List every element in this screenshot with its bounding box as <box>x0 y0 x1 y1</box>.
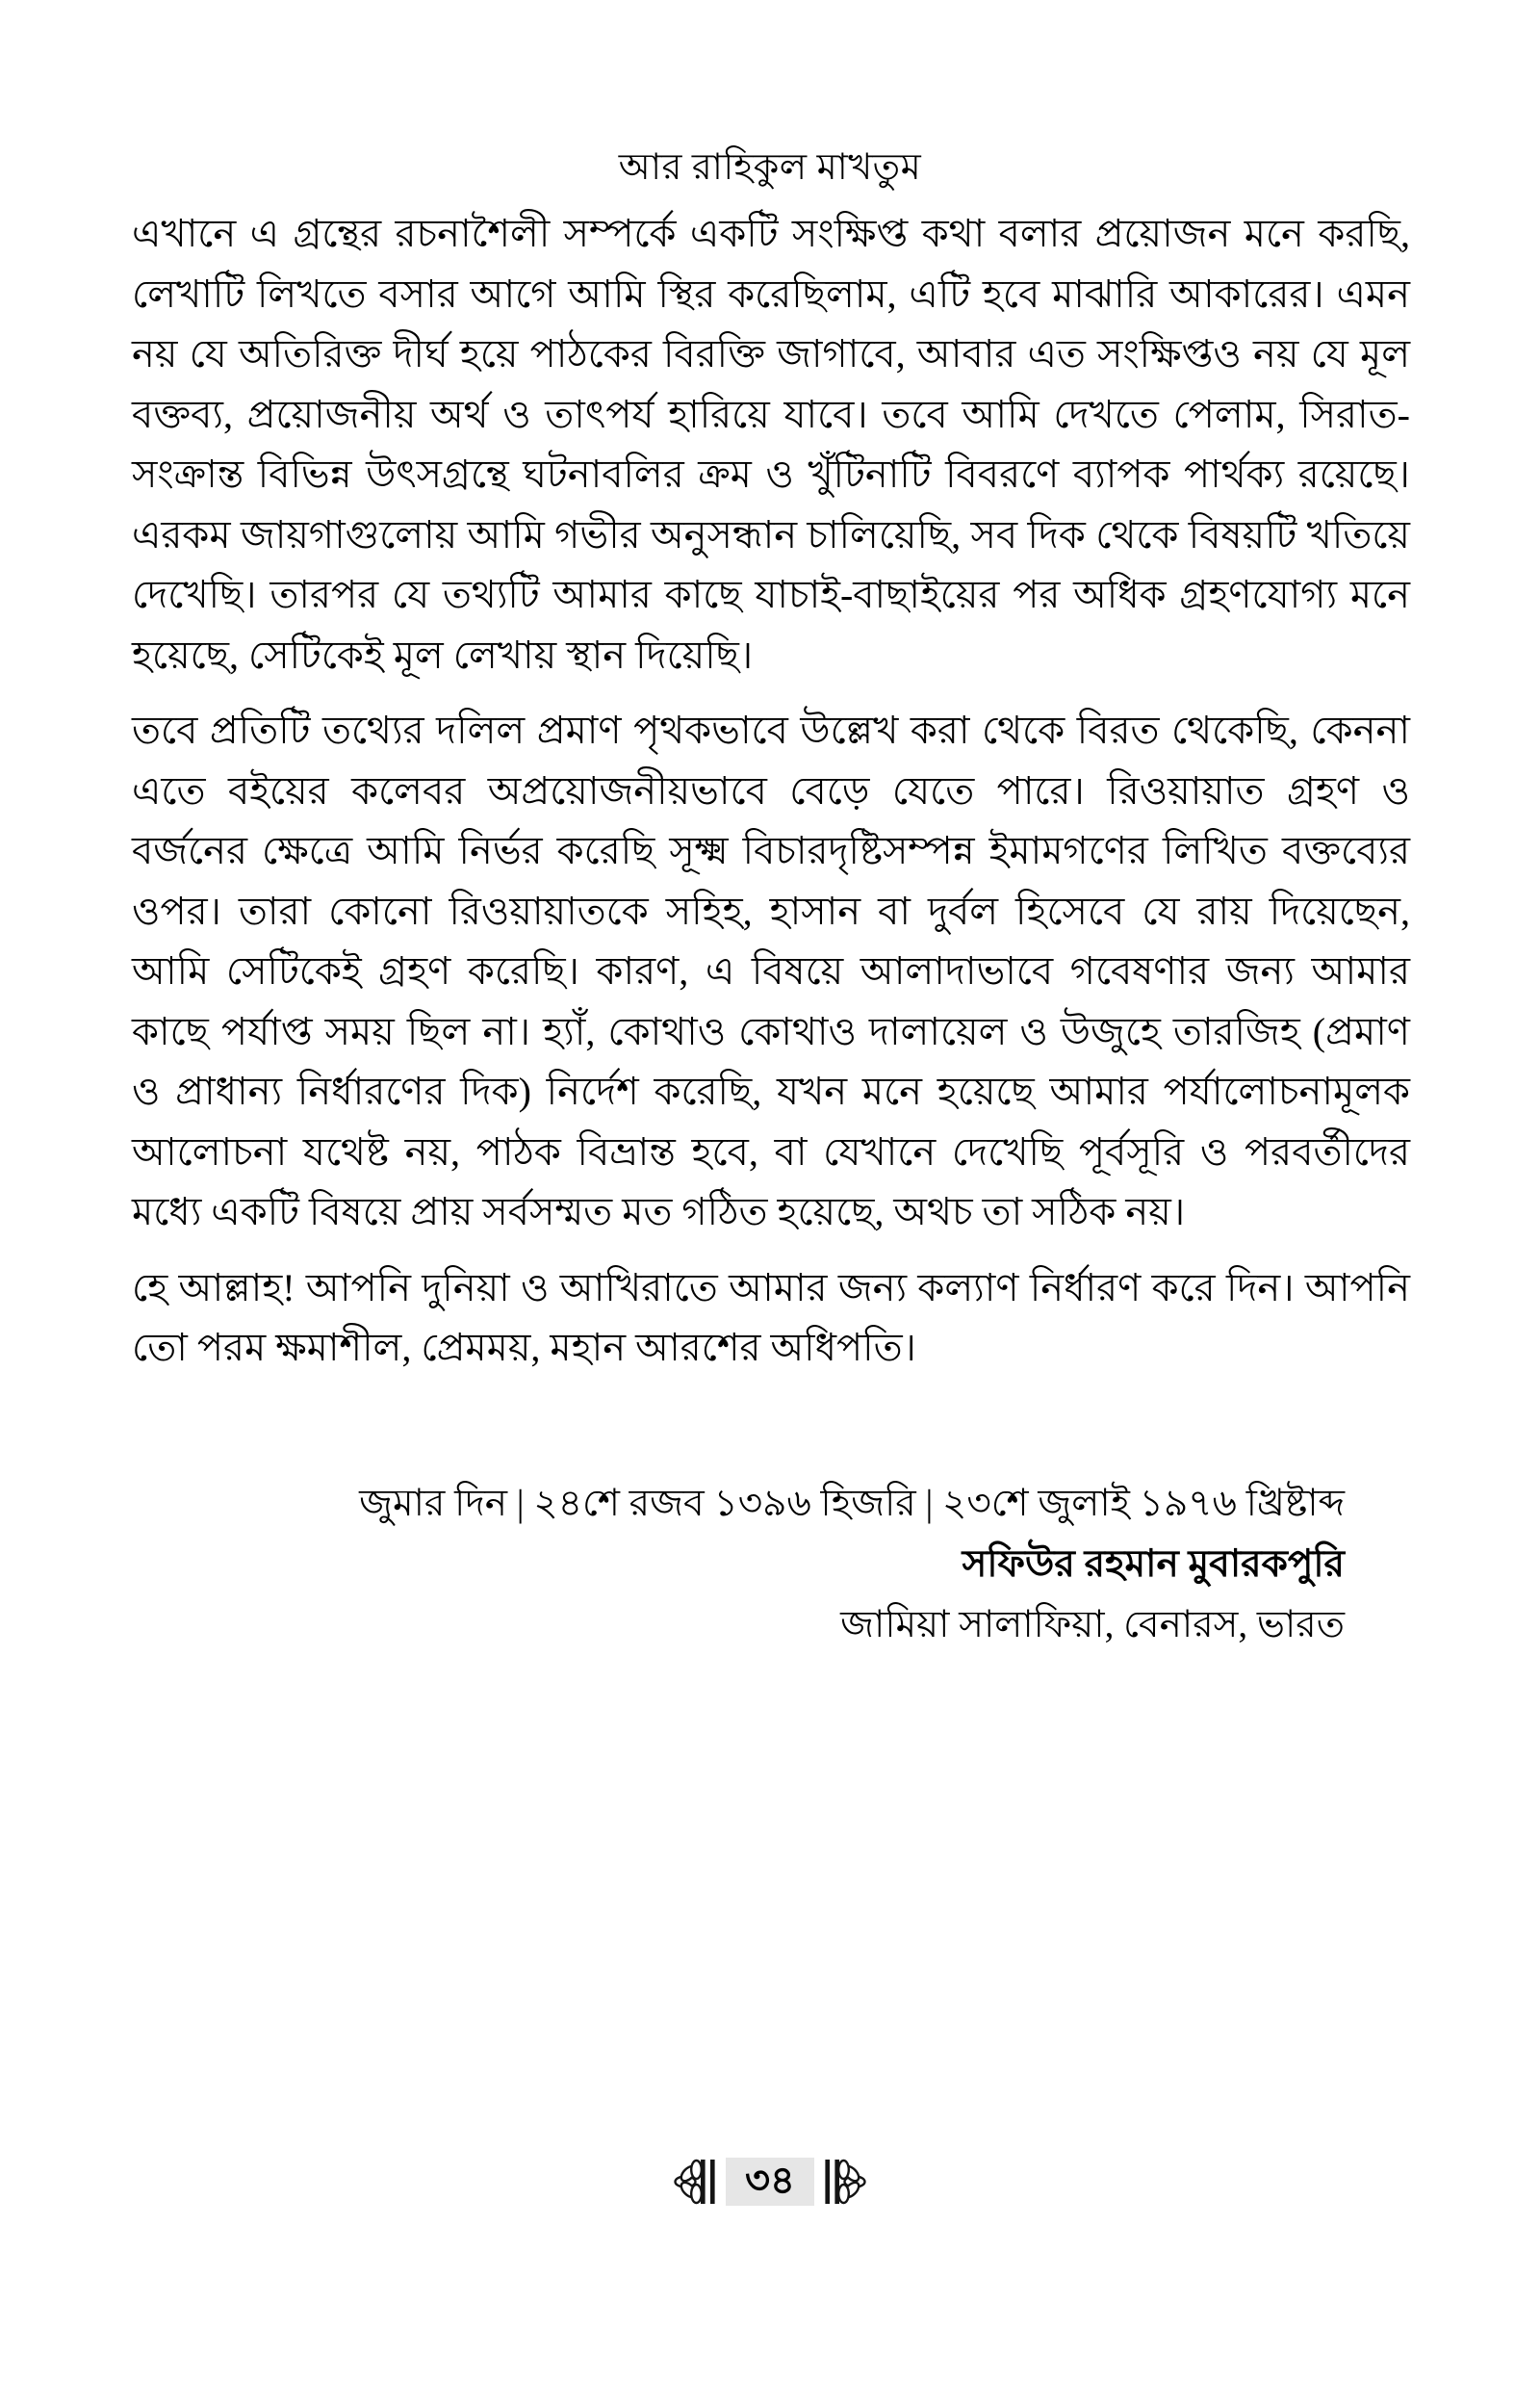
signature-date-line: জুমার দিন | ২৪শে রজব ১৩৯৬ হিজরি | ২৩শে জুলাই ১৯৭৬ খ্রিষ্টাব্দ <box>359 1482 1345 1524</box>
footer-ornament-right-icon <box>821 2157 869 2207</box>
running-head-book-title: আর রাহিকুল মাখতুম <box>618 147 922 188</box>
page-body <box>132 204 1410 1655</box>
signature-block <box>132 1473 1410 1655</box>
signature-location: জামিয়া সালাফিয়া, বেনারস, ভারত <box>840 1603 1345 1645</box>
footer-ornament-left-icon <box>671 2157 719 2207</box>
body-paragraph-3-dua: হে আল্লাহ! আপনি দুনিয়া ও আখিরাতে আমার জন্য কল্যাণ নির্ধারণ করে দিন। আপনি তো পরম ক্ষমাশীল, প্রেমময়, মহান আরশের অধিপতি। <box>132 1265 1410 1369</box>
body-paragraph-2: তবে প্রতিটি তথ্যের দলিল প্রমাণ পৃথকভাবে উল্লেখ করা থেকে বিরত থেকেছি, কেননা এতে বইয়ের কলেবর অপ্রয়োজনীয়ভাবে বেড়ে যেতে পারে। রিওয়ায়াত গ্রহণ ও বর্জনের ক্ষেত্রে আমি নির্ভর করেছি সূক্ষ্ম বিচারদৃষ্টিসম্পন্ন ইমামগণের লিখিত বক্তব্যের ওপর। তারা কোনো রিওয়ায়াতকে সহিহ, হাসান বা দুর্বল হিসেবে যে রায় দিয়েছেন, আমি সেটিকেই গ্রহণ করেছি। কারণ, এ বিষয়ে আলাদাভাবে গবেষণার জন্য আমার কাছে পর্যাপ্ত সময় ছিল না। হ্যাঁ, কোথাও কোথাও দালায়েল ও উজুহে তারজিহ (প্রমাণ ও প্রাধান্য নির্ধারণের দিক) নির্দেশ করেছি, যখন মনে হয়েছে আমার পর্যালোচনামূলক আলোচনা যথেষ্ট নয়, পাঠক বিভ্রান্ত হবে, বা যেখানে দেখেছি পূর্বসূরি ও পরবর্তীদের মধ্যে একটি বিষয়ে প্রায় সর্বসম্মত মত গঠিত হয়েছে, অথচ তা সঠিক নয়। <box>132 709 1410 1233</box>
signature-author-name: সফিউর রহমান মুবারকপুরি <box>962 1542 1345 1585</box>
page-number-badge: ৩৪ <box>726 2158 814 2206</box>
body-paragraph-1: এখানে এ গ্রন্থের রচনাশৈলী সম্পর্কে একটি সংক্ষিপ্ত কথা বলার প্রয়োজন মনে করছি, লেখাটি লিখতে বসার আগে আমি স্থির করেছিলাম, এটি হবে মাঝারি আকারের। এমন নয় যে অতিরিক্ত দীর্ঘ হয়ে পাঠকের বিরক্তি জাগাবে, আবার এত সংক্ষিপ্তও নয় যে মূল বক্তব্য, প্রয়োজনীয় অর্থ ও তাৎপর্য হারিয়ে যাবে। তবে আমি দেখতে পেলাম, সিরাত-সংক্রান্ত বিভিন্ন উৎসগ্রন্থে ঘটনাবলির ক্রম ও খুঁটিনাটি বিবরণে ব্যাপক পার্থক্য রয়েছে। এরকম জায়গাগুলোয় আমি গভীর অনুসন্ধান চালিয়েছি, সব দিক থেকে বিষয়টি খতিয়ে দেখেছি। তারপর যে তথ্যটি আমার কাছে যাচাই-বাছাইয়ের পর অধিক গ্রহণযোগ্য মনে হয়েছে, সেটিকেই মূল লেখায় স্থান দিয়েছি। <box>132 212 1410 677</box>
page-footer <box>0 2157 1540 2207</box>
